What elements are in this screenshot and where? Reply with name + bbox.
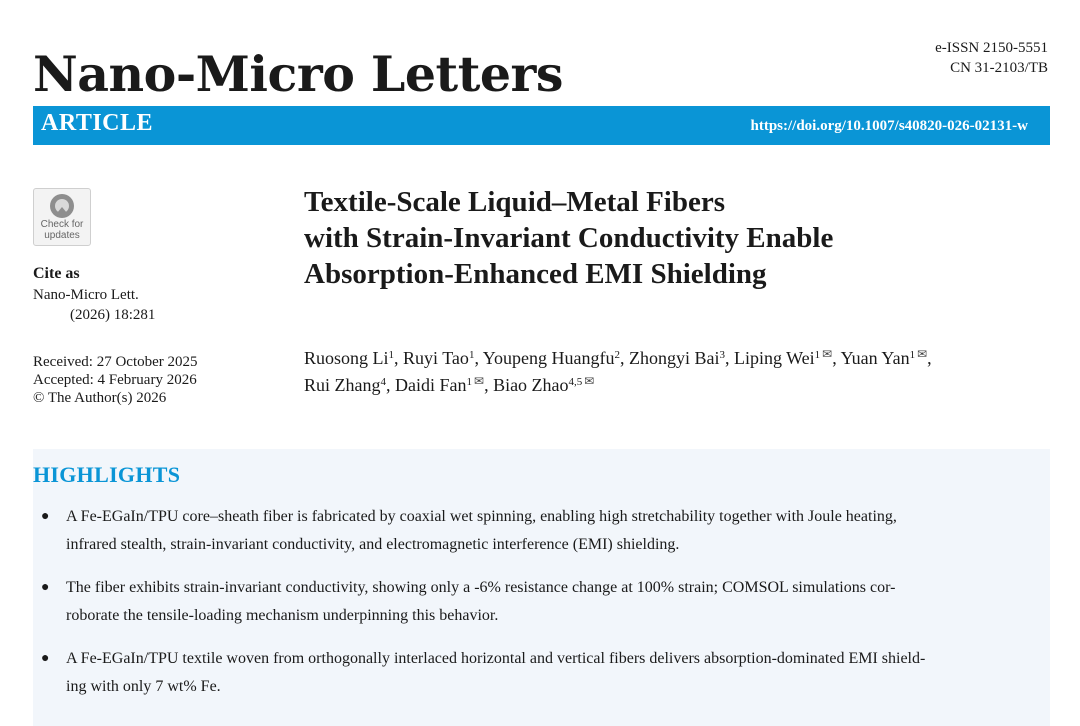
- journal-title: Nano-Micro Letters: [33, 45, 563, 103]
- author-name: Liping Wei: [733, 348, 815, 368]
- doi-link[interactable]: https://doi.org/10.1007/s40820-026-02131-w: [750, 118, 1028, 134]
- author: [395, 375, 484, 395]
- author: [841, 348, 928, 368]
- highlights-list: [33, 503, 1050, 716]
- highlights-heading: HIGHLIGHTS: [33, 462, 181, 487]
- highlights-box: [33, 449, 1050, 726]
- paper-title: [304, 184, 1044, 292]
- author-name: Ruosong Li: [304, 348, 389, 368]
- author-name: Ruyi Tao: [403, 348, 469, 368]
- highlight-item: [33, 503, 1050, 559]
- highlight-line: The fiber exhibits strain-invariant conductivity, showing only a -6% resistance change at 100% strain; COMSOL simulations cor-: [66, 579, 896, 596]
- email-icon[interactable]: ✉: [917, 347, 928, 361]
- author: [403, 348, 474, 368]
- highlight-line: ing with only 7 wt% Fe.: [66, 678, 221, 695]
- email-icon[interactable]: ✉: [584, 374, 595, 388]
- author-affiliation: 1: [466, 376, 472, 388]
- email-icon[interactable]: ✉: [822, 347, 833, 361]
- received-date: Received: 27 October 2025: [33, 354, 198, 370]
- paper-title-line: Textile-Scale Liquid–Metal Fibers: [304, 186, 726, 218]
- article-banner: [33, 106, 1050, 145]
- highlight-item: [33, 574, 1050, 630]
- author-name: Youpeng Huangfu: [482, 348, 615, 368]
- highlight-line: A Fe-EGaIn/TPU textile woven from orthogonally interlaced horizontal and vertical fibers delivers absorption-dominated EMI shield-: [66, 650, 926, 667]
- author: [304, 348, 394, 368]
- author-name: Daidi Fan: [395, 375, 467, 395]
- author-name: Zhongyi Bai: [628, 348, 720, 368]
- highlight-line: infrared stealth, strain-invariant conductivity, and electromagnetic interference (EMI) shielding.: [66, 536, 680, 553]
- citation-volume: (2026) 18:281: [70, 307, 156, 323]
- bullet-icon: ●: [41, 651, 50, 666]
- journal-identifiers: [935, 38, 1048, 78]
- author-name: Biao Zhao: [493, 375, 569, 395]
- check-for-updates-line1: Check for: [40, 219, 84, 230]
- author: [483, 348, 620, 368]
- author-affiliation: 2: [614, 349, 620, 361]
- email-icon[interactable]: ✉: [474, 374, 485, 388]
- check-for-updates-icon: [49, 193, 75, 219]
- citation: [33, 285, 155, 325]
- author-affiliation: 3: [719, 349, 725, 361]
- author-affiliation: 1: [909, 349, 916, 361]
- author-name: Yuan Yan: [840, 348, 910, 368]
- issn: e-ISSN 2150-5551: [935, 40, 1048, 56]
- highlight-line: roborate the tensile-loading mechanism underpinning this behavior.: [66, 607, 499, 624]
- highlight-item: [33, 645, 1050, 701]
- author-affiliation: 1: [468, 349, 475, 361]
- highlight-line: A Fe-EGaIn/TPU core–sheath fiber is fabricated by coaxial wet spinning, enabling high stretchability together with Joule heating,: [66, 508, 897, 525]
- author-affiliation: 4,5: [568, 376, 583, 388]
- paper-title-line: Absorption-Enhanced EMI Shielding: [304, 258, 767, 290]
- author: [734, 348, 832, 368]
- check-for-updates-badge[interactable]: [33, 188, 91, 246]
- author-affiliation: 1: [814, 349, 821, 361]
- citation-journal: Nano-Micro Lett.: [33, 287, 139, 303]
- author-affiliation: 4: [380, 376, 386, 388]
- article-dates: [33, 353, 198, 407]
- paper-title-line: with Strain-Invariant Conductivity Enable: [304, 222, 834, 254]
- author-name: Rui Zhang: [304, 375, 381, 395]
- accepted-date: Accepted: 4 February 2026: [33, 372, 197, 388]
- cn-number: CN 31-2103/TB: [950, 60, 1048, 76]
- bullet-icon: ●: [41, 509, 50, 524]
- author: [304, 375, 386, 395]
- author-list: Ruosong Li$^1$, Ruyi Tao$^1$, Youpeng Huangfu$^2$, Zhongyi Bai$^3$, Liping Wei$^1$ ✉, Yuan Yan$^1$ ✉, Rui Zhang$^4$, Daidi Fan$^1$ ✉, Biao Zhao$^{4,5}$ ✉: [304, 347, 932, 395]
- author: [629, 348, 725, 368]
- article-type: ARTICLE: [41, 110, 154, 136]
- bullet-icon: ●: [41, 580, 50, 595]
- cite-as-label: Cite as: [33, 265, 80, 282]
- author-affiliation: 1: [388, 349, 395, 361]
- check-for-updates-line2: updates: [44, 230, 80, 241]
- copyright-notice: © The Author(s) 2026: [33, 390, 167, 406]
- author: [493, 375, 594, 395]
